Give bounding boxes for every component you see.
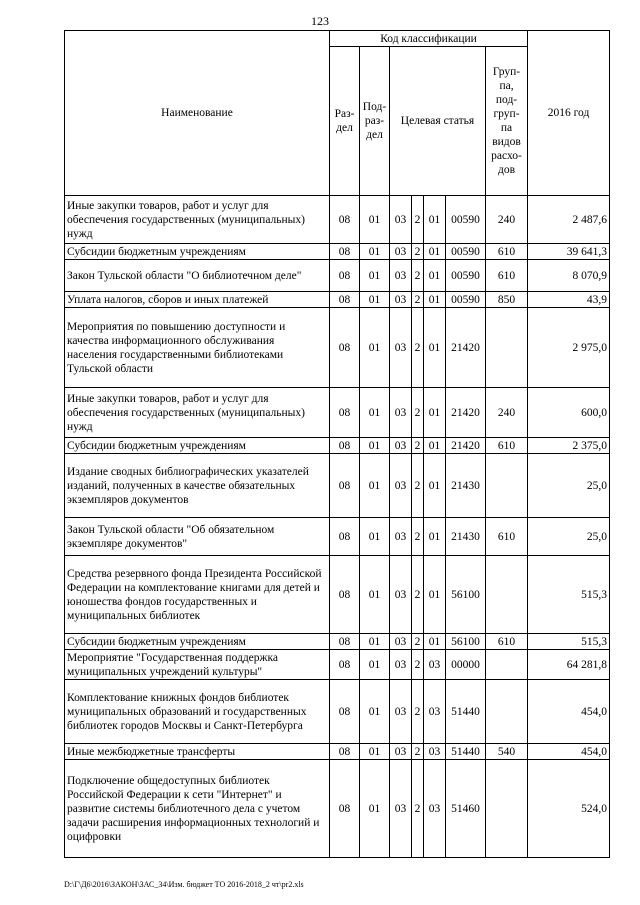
row-name: Комплектование книжных фондов библиотек муниципальных образований и государственных библиотек городов Москвы и Санкт-Петербурга (65, 680, 330, 744)
row-expense-group (486, 680, 528, 744)
header-target: Целевая статья (390, 47, 486, 196)
row-expense-group (486, 556, 528, 634)
row-expense-group (486, 308, 528, 388)
row-target-direction: 00590 (446, 196, 486, 244)
row-target-program: 03 (390, 680, 412, 744)
row-target-program: 03 (390, 196, 412, 244)
row-amount: 8 070,9 (528, 260, 610, 292)
row-expense-group: 610 (486, 244, 528, 260)
table-row (65, 556, 610, 634)
row-target-activity: 03 (424, 650, 446, 680)
row-section: 08 (330, 518, 360, 556)
row-expense-group: 610 (486, 634, 528, 650)
row-target-program: 03 (390, 634, 412, 650)
row-name: Субсидии бюджетным учреждениям (65, 438, 330, 454)
row-name: Субсидии бюджетным учреждениям (65, 244, 330, 260)
row-target-program: 03 (390, 760, 412, 858)
table-row (65, 760, 610, 858)
row-name: Иные закупки товаров, работ и услуг для обеспечения государственных (муниципальных) нужд (65, 196, 330, 244)
row-target-activity: 01 (424, 388, 446, 438)
row-expense-group: 540 (486, 744, 528, 760)
row-section: 08 (330, 260, 360, 292)
row-amount: 43,9 (528, 292, 610, 308)
row-target-activity: 01 (424, 454, 446, 518)
row-subsection: 01 (360, 438, 390, 454)
row-expense-group: 240 (486, 196, 528, 244)
row-target-program: 03 (390, 308, 412, 388)
row-target-direction: 00590 (446, 292, 486, 308)
row-name: Закон Тульской области "О библиотечном деле" (65, 260, 330, 292)
row-target-direction: 56100 (446, 556, 486, 634)
row-amount: 2 375,0 (528, 438, 610, 454)
table-row (65, 388, 610, 438)
row-target-program: 03 (390, 556, 412, 634)
row-target-direction: 56100 (446, 634, 486, 650)
row-name: Закон Тульской области "Об обязательном экземпляре документов" (65, 518, 330, 556)
header-expense-group: Груп- па, под- груп- па видов расхо- дов (486, 47, 528, 196)
row-amount: 25,0 (528, 518, 610, 556)
header-year: 2016 год (528, 31, 610, 196)
table-row (65, 438, 610, 454)
row-expense-group: 610 (486, 260, 528, 292)
row-expense-group (486, 760, 528, 858)
row-section: 08 (330, 308, 360, 388)
row-target-subprogram: 2 (412, 292, 424, 308)
table-row (65, 454, 610, 518)
row-target-activity: 03 (424, 680, 446, 744)
row-target-subprogram: 2 (412, 518, 424, 556)
row-expense-group: 240 (486, 388, 528, 438)
header-section: Раз- дел (330, 47, 360, 196)
row-name: Иные закупки товаров, работ и услуг для обеспечения государственных (муниципальных) нужд (65, 388, 330, 438)
row-target-activity: 01 (424, 556, 446, 634)
row-expense-group: 610 (486, 438, 528, 454)
row-target-direction: 00590 (446, 260, 486, 292)
row-section: 08 (330, 438, 360, 454)
row-section: 08 (330, 292, 360, 308)
row-name: Мероприятие "Государственная поддержка муниципальных учреждений культуры" (65, 650, 330, 680)
row-amount: 524,0 (528, 760, 610, 858)
table-row (65, 650, 610, 680)
table-body (65, 196, 610, 858)
file-path-footer: D:\Г\Д6\2016\ЗАКОН\ЗАС_34\Изм. бюджет ТО 2016-2018_2 чт\pr2.xls (64, 880, 304, 889)
row-name: Уплата налогов, сборов и иных платежей (65, 292, 330, 308)
table-row (65, 292, 610, 308)
row-target-direction: 21420 (446, 308, 486, 388)
row-name: Субсидии бюджетным учреждениям (65, 634, 330, 650)
table-row (65, 518, 610, 556)
row-target-subprogram: 2 (412, 744, 424, 760)
row-amount: 454,0 (528, 744, 610, 760)
row-target-program: 03 (390, 454, 412, 518)
row-target-activity: 01 (424, 260, 446, 292)
row-amount: 64 281,8 (528, 650, 610, 680)
row-section: 08 (330, 454, 360, 518)
row-target-subprogram: 2 (412, 260, 424, 292)
row-subsection: 01 (360, 744, 390, 760)
row-section: 08 (330, 680, 360, 744)
row-subsection: 01 (360, 292, 390, 308)
row-section: 08 (330, 650, 360, 680)
row-target-program: 03 (390, 388, 412, 438)
row-name: Иные межбюджетные трансферты (65, 744, 330, 760)
row-amount: 515,3 (528, 634, 610, 650)
table-row (65, 308, 610, 388)
row-target-activity: 03 (424, 744, 446, 760)
row-target-program: 03 (390, 650, 412, 680)
table-row (65, 744, 610, 760)
row-name: Средства резервного фонда Президента Российской Федерации на комплектование книгами для детей и юношества фондов государственных и муниципальных библиотек (65, 556, 330, 634)
row-target-subprogram: 2 (412, 454, 424, 518)
row-target-direction: 51440 (446, 680, 486, 744)
row-target-activity: 01 (424, 634, 446, 650)
row-subsection: 01 (360, 634, 390, 650)
row-subsection: 01 (360, 556, 390, 634)
row-target-direction: 21430 (446, 454, 486, 518)
header-name: Наименование (65, 31, 330, 196)
row-target-activity: 01 (424, 308, 446, 388)
row-amount: 454,0 (528, 680, 610, 744)
row-target-direction: 21430 (446, 518, 486, 556)
row-section: 08 (330, 196, 360, 244)
row-target-activity: 01 (424, 438, 446, 454)
row-target-program: 03 (390, 438, 412, 454)
row-target-subprogram: 2 (412, 438, 424, 454)
row-section: 08 (330, 744, 360, 760)
row-target-direction: 21420 (446, 388, 486, 438)
row-target-program: 03 (390, 518, 412, 556)
row-amount: 2 487,6 (528, 196, 610, 244)
row-target-subprogram: 2 (412, 388, 424, 438)
row-expense-group (486, 454, 528, 518)
row-target-direction: 00000 (446, 650, 486, 680)
row-expense-group: 610 (486, 518, 528, 556)
table-row (65, 196, 610, 244)
row-subsection: 01 (360, 244, 390, 260)
row-amount: 600,0 (528, 388, 610, 438)
row-target-activity: 01 (424, 196, 446, 244)
budget-table (64, 30, 610, 858)
row-section: 08 (330, 634, 360, 650)
page-number: 123 (311, 14, 329, 28)
row-target-direction: 51440 (446, 744, 486, 760)
row-target-subprogram: 2 (412, 680, 424, 744)
row-section: 08 (330, 244, 360, 260)
table-row (65, 634, 610, 650)
row-expense-group: 850 (486, 292, 528, 308)
table-row (65, 244, 610, 260)
row-target-subprogram: 2 (412, 650, 424, 680)
row-subsection: 01 (360, 680, 390, 744)
row-target-subprogram: 2 (412, 556, 424, 634)
row-subsection: 01 (360, 196, 390, 244)
row-subsection: 01 (360, 308, 390, 388)
header-subsection: Под- раз- дел (360, 47, 390, 196)
row-expense-group (486, 650, 528, 680)
table-row (65, 260, 610, 292)
row-target-subprogram: 2 (412, 634, 424, 650)
row-amount: 515,3 (528, 556, 610, 634)
row-target-program: 03 (390, 744, 412, 760)
header-code-group: Код классификации (330, 31, 528, 47)
row-target-activity: 01 (424, 292, 446, 308)
row-subsection: 01 (360, 518, 390, 556)
row-target-program: 03 (390, 292, 412, 308)
row-subsection: 01 (360, 454, 390, 518)
row-name: Издание сводных библиографических указателей изданий, полученных в качестве обязательных экземпляров документов (65, 454, 330, 518)
row-name: Подключение общедоступных библиотек Российской Федерации к сети "Интернет" и развитие системы библиотечного дела с учетом задачи расширения информационных технологий и оцифровки (65, 760, 330, 858)
row-target-activity: 01 (424, 244, 446, 260)
row-subsection: 01 (360, 760, 390, 858)
row-section: 08 (330, 388, 360, 438)
table-row (65, 680, 610, 744)
row-target-direction: 00590 (446, 244, 486, 260)
row-name: Мероприятия по повышению доступности и качества информационного обслуживания населения государственными библиотеками Тульской области (65, 308, 330, 388)
row-target-activity: 01 (424, 518, 446, 556)
row-target-direction: 21420 (446, 438, 486, 454)
row-subsection: 01 (360, 650, 390, 680)
row-section: 08 (330, 760, 360, 858)
row-target-program: 03 (390, 244, 412, 260)
row-target-direction: 51460 (446, 760, 486, 858)
row-target-subprogram: 2 (412, 244, 424, 260)
row-target-program: 03 (390, 260, 412, 292)
row-subsection: 01 (360, 260, 390, 292)
row-target-activity: 03 (424, 760, 446, 858)
row-target-subprogram: 2 (412, 308, 424, 388)
row-target-subprogram: 2 (412, 196, 424, 244)
row-target-subprogram: 2 (412, 760, 424, 858)
row-amount: 39 641,3 (528, 244, 610, 260)
row-amount: 25,0 (528, 454, 610, 518)
row-section: 08 (330, 556, 360, 634)
row-amount: 2 975,0 (528, 308, 610, 388)
row-subsection: 01 (360, 388, 390, 438)
